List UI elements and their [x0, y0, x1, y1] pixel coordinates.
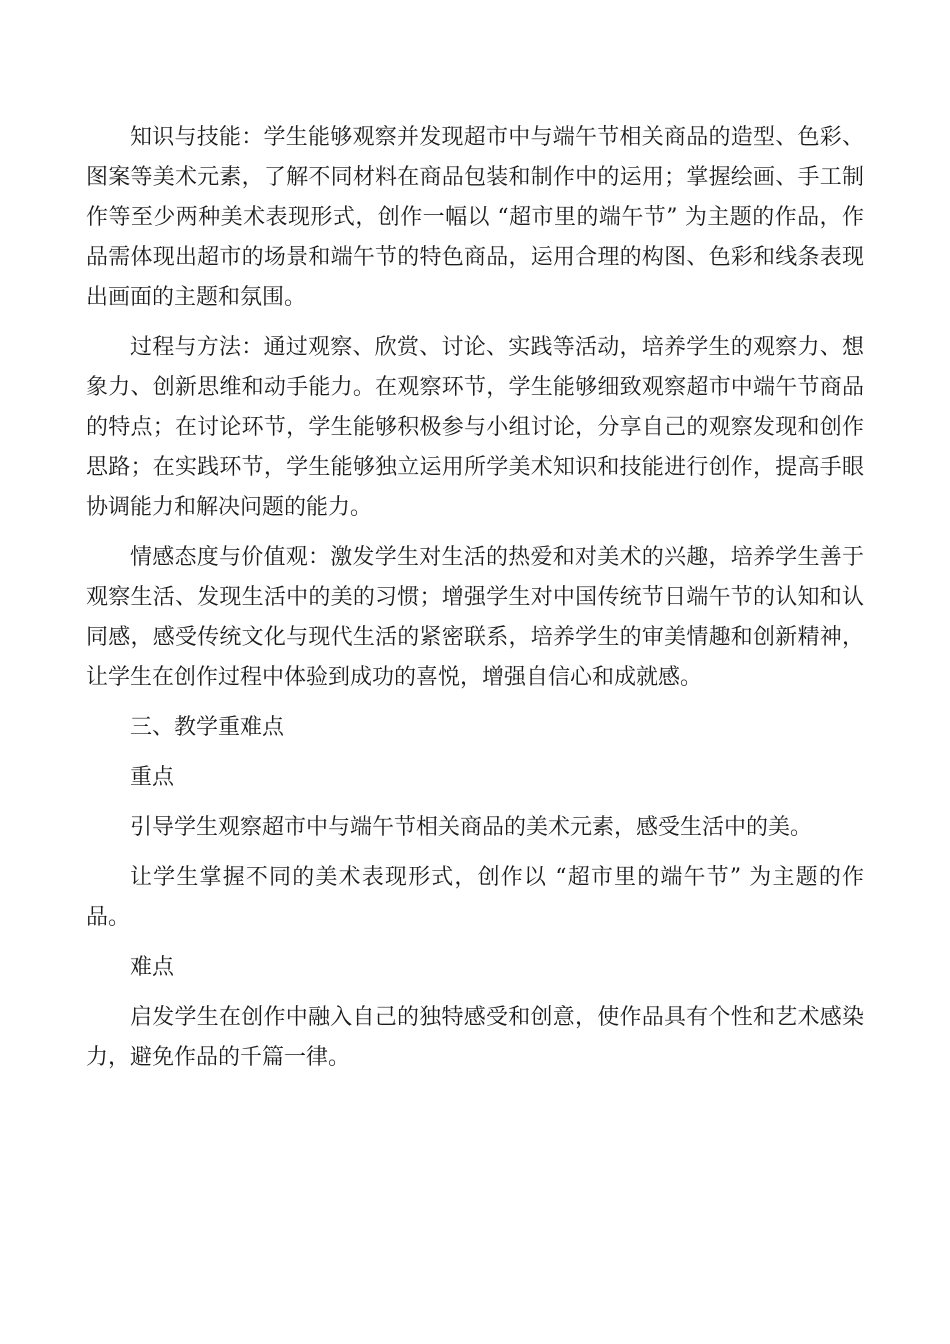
paragraph-emotion-values: 情感态度与价值观：激发学生对生活的热爱和对美术的兴趣，培养学生善于观察生活、发现生活中的美的习惯；增强学生对中国传统节日端午节的认知和认同感，感受传统文化与现代生活的紧密联系，培养学生的审美情趣和创新精神，让学生在创作过程中体验到成功的喜悦，增强自信心和成就感。 [86, 545, 864, 690]
paragraph-process-methods: 过程与方法：通过观察、欣赏、讨论、实践等活动，培养学生的观察力、想象力、创新思维和动手能力。在观察环节，学生能够细致观察超市中端午节商品的特点；在讨论环节，学生能够积极参与小组讨论，分享自己的观察发现和创作思路；在实践环节，学生能够独立运用所学美术知识和技能进行创作，提高手眼协调能力和解决问题的能力。 [86, 335, 864, 520]
paragraph-difficult-point-1: 启发学生在创作中融入自己的独特感受和创意，使作品具有个性和艺术感染力，避免作品的千篇一律。 [86, 1005, 864, 1070]
section-heading-key-difficult-points: 三、教学重难点 [130, 715, 285, 740]
subheading-difficult-points: 难点 [130, 955, 175, 980]
document-body [86, 118, 864, 1088]
subheading-key-points: 重点 [130, 765, 175, 790]
paragraph-knowledge-skills: 知识与技能：学生能够观察并发现超市中与端午节相关商品的造型、色彩、图案等美术元素，了解不同材料在商品包装和制作中的运用；掌握绘画、手工制作等至少两种美术表现形式，创作一幅以 “超市里的端午节” 为主题的作品，作品需体现出超市的场景和端午节的特色商品，运用合理的构图、色彩和线条表现出画面的主题和氛围。 [86, 125, 864, 310]
paragraph-key-point-2: 让学生掌握不同的美术表现形式，创作以 “超市里的端午节” 为主题的作品。 [86, 865, 864, 930]
paragraph-key-point-1: 引导学生观察超市中与端午节相关商品的美术元素，感受生活中的美。 [130, 815, 813, 840]
